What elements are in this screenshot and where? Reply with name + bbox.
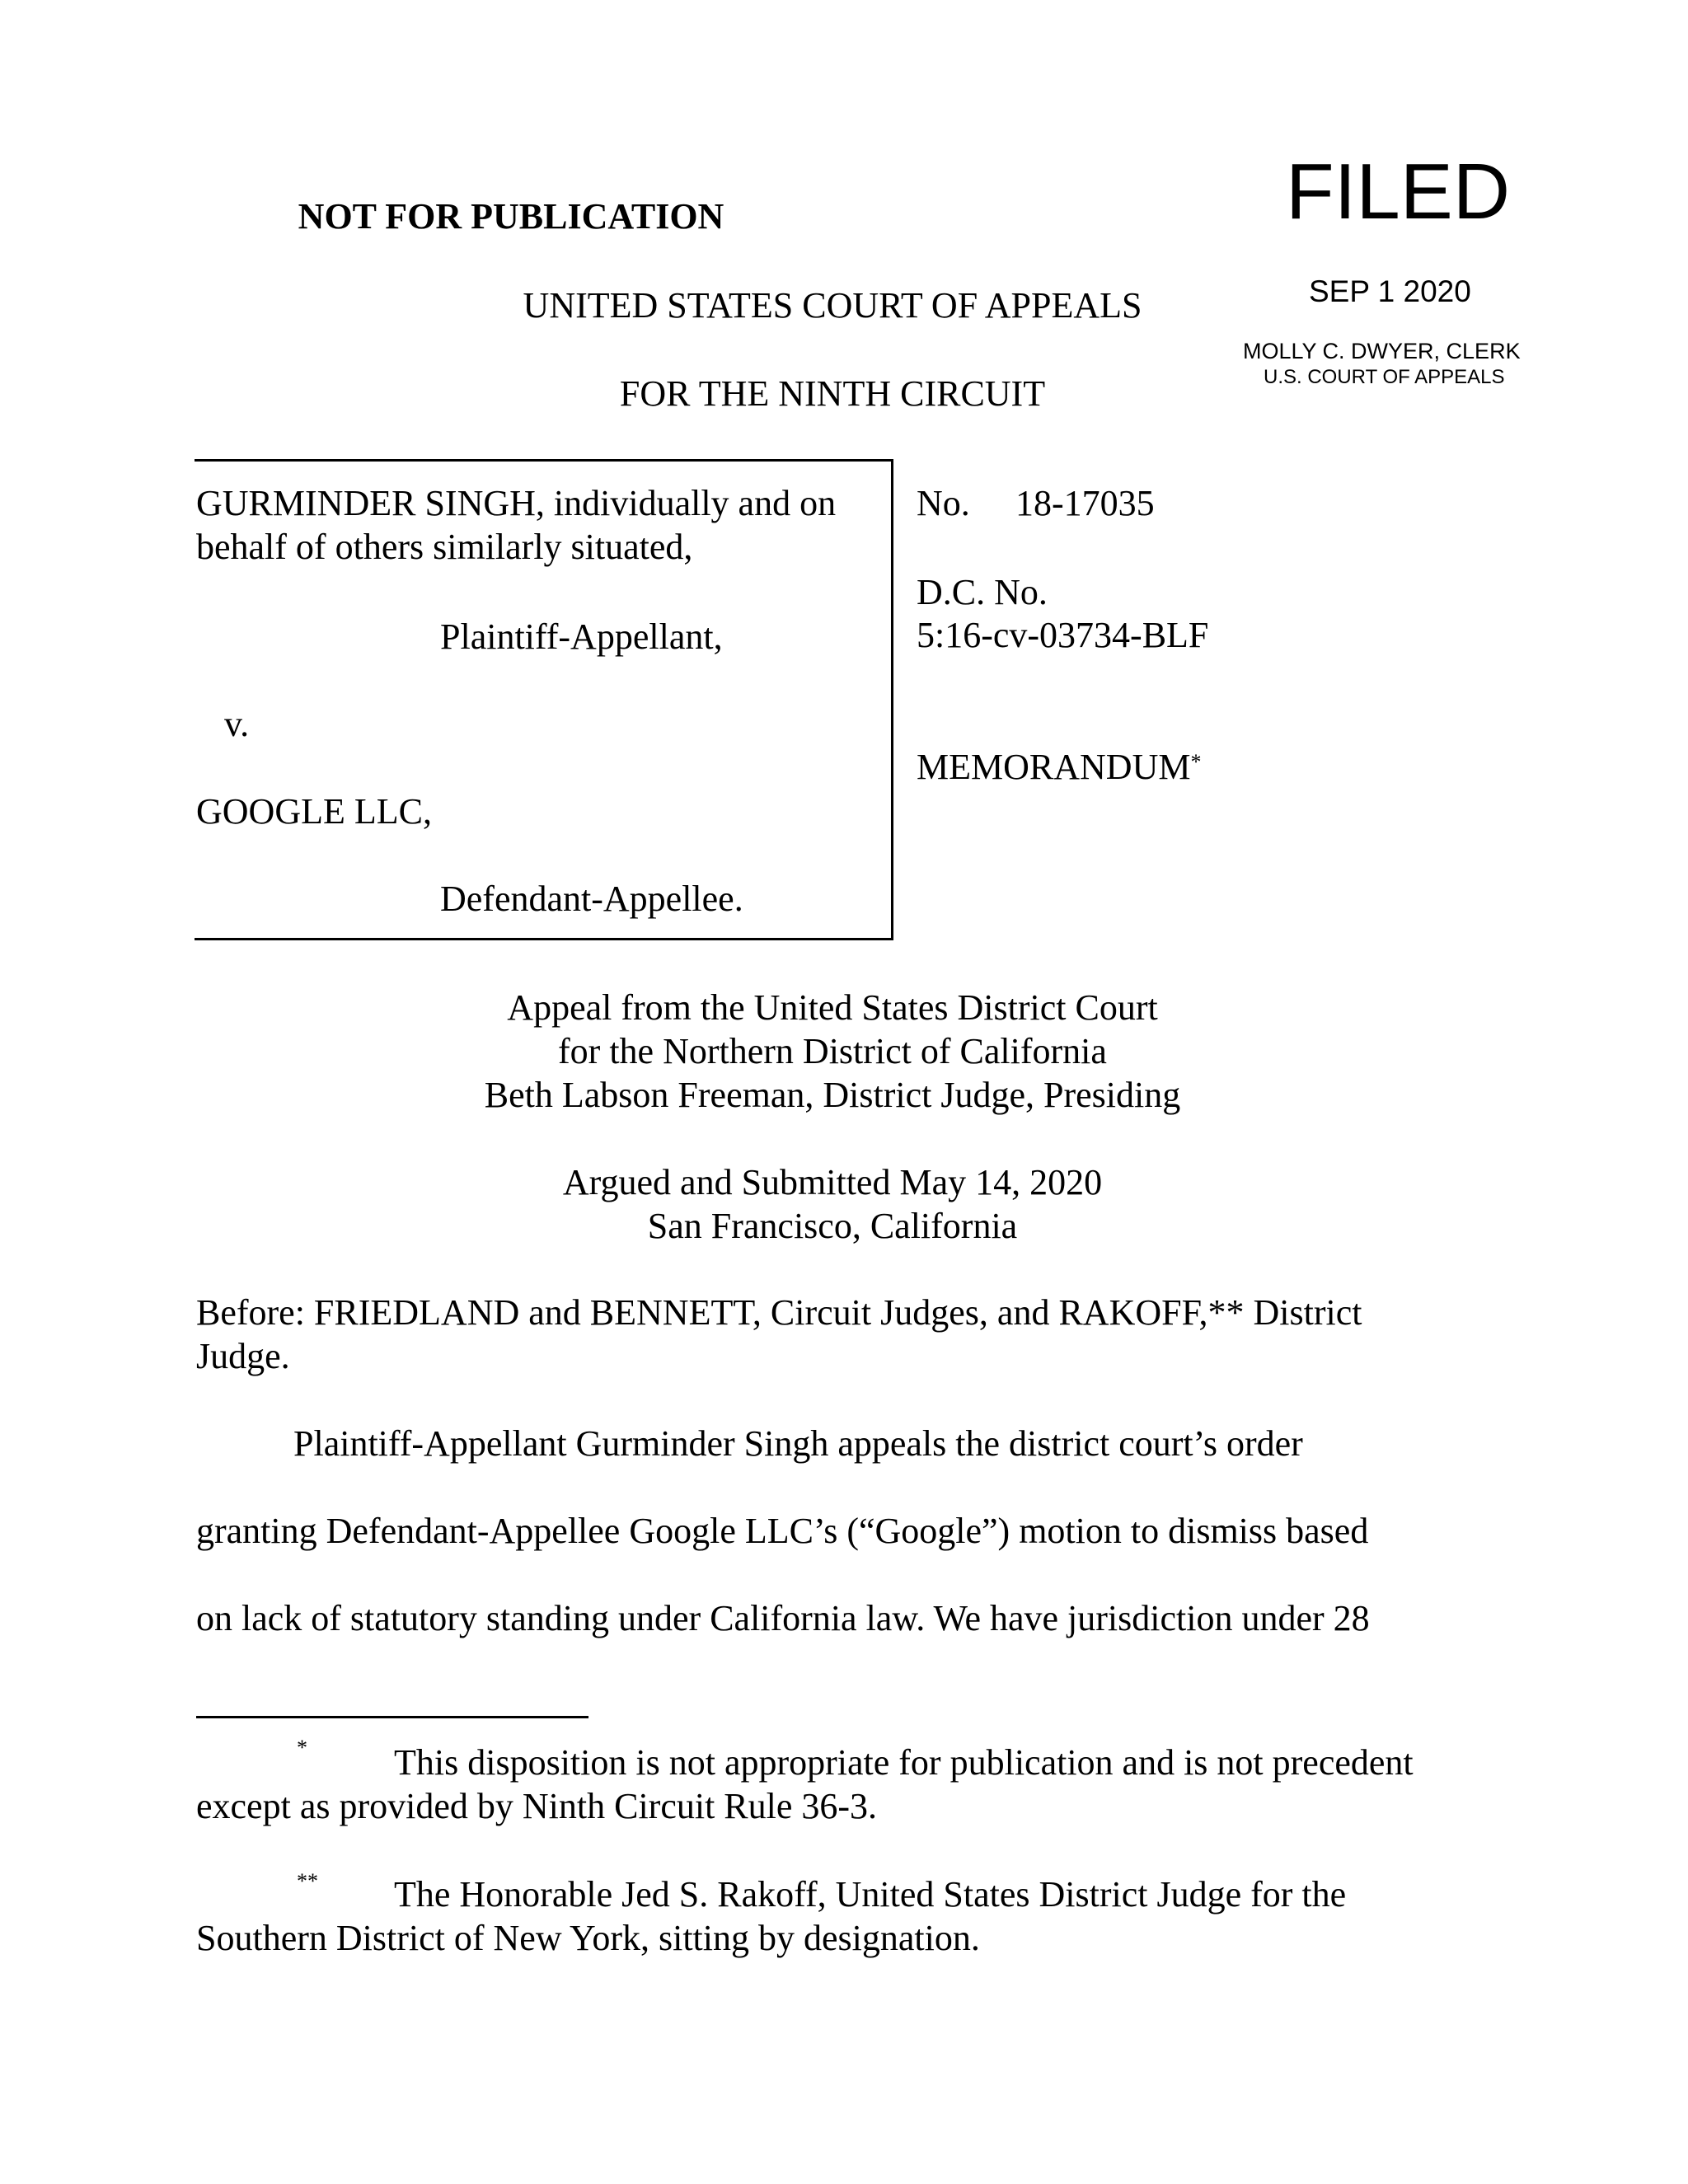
document-type-label: MEMORANDUM <box>917 747 1191 787</box>
footnote-text: This disposition is not appropriate for publication and is not precedent <box>394 1742 1414 1783</box>
footnote-marker: * <box>297 1736 307 1760</box>
case-number-label: No. <box>917 483 970 523</box>
plaintiff-name <box>196 481 889 569</box>
appeal-line: Appeal from the United States District Court <box>507 987 1158 1028</box>
footnote-text: except as provided by Ninth Circuit Rule 36-3. <box>196 1786 878 1826</box>
footnote-marker: ** <box>297 1869 318 1893</box>
appeal-line: for the Northern District of California <box>558 1031 1107 1071</box>
argued-date: Argued and Submitted May 14, 2020 <box>562 1162 1103 1202</box>
document-type <box>917 745 1201 789</box>
body-text-line: on lack of statutory standing under California law. We have jurisdiction under 28 <box>196 1598 1370 1638</box>
district-case-number: 5:16-cv-03734-BLF <box>917 615 1209 655</box>
plaintiff-role: Plaintiff-Appellant, <box>440 616 723 657</box>
district-case-label: D.C. No. <box>917 572 1048 612</box>
versus: v. <box>224 704 250 744</box>
court-name: UNITED STATES COURT OF APPEALS <box>523 285 1142 326</box>
circuit-name: FOR THE NINTH CIRCUIT <box>619 373 1046 414</box>
filed-date: SEP 1 2020 <box>1309 274 1471 308</box>
footnote-marker: * <box>1190 750 1202 774</box>
argued-location: San Francisco, California <box>647 1206 1018 1246</box>
plaintiff-name-line2: behalf of others similarly situated, <box>196 527 693 567</box>
panel-line: Judge. <box>196 1336 290 1376</box>
filed-court: U.S. COURT OF APPEALS <box>1264 366 1505 388</box>
filed-clerk: MOLLY C. DWYER, CLERK <box>1243 339 1521 363</box>
footnote-text: Southern District of New York, sitting by designation. <box>196 1918 980 1958</box>
presiding-judge: Beth Labson Freeman, District Judge, Presiding <box>484 1075 1181 1115</box>
case-number: 18-17035 <box>1015 483 1155 523</box>
panel-line: Before: FRIEDLAND and BENNETT, Circuit Judges, and RAKOFF,** District <box>196 1292 1362 1333</box>
defendant-role: Defendant-Appellee. <box>440 879 743 919</box>
footnote-divider <box>196 1716 588 1718</box>
filed-word: FILED <box>1286 148 1511 236</box>
body-text-line: granting Defendant-Appellee Google LLC’s (“Google”) motion to dismiss based <box>196 1511 1369 1551</box>
defendant-name: GOOGLE LLC, <box>196 791 432 832</box>
body-text-line: Plaintiff-Appellant Gurminder Singh appeals the district court’s order <box>293 1423 1303 1464</box>
plaintiff-name-line1: GURMINDER SINGH, individually and on <box>196 483 837 523</box>
publication-status: NOT FOR PUBLICATION <box>298 196 724 237</box>
footnote-text: The Honorable Jed S. Rakoff, United States District Judge for the <box>394 1874 1347 1915</box>
